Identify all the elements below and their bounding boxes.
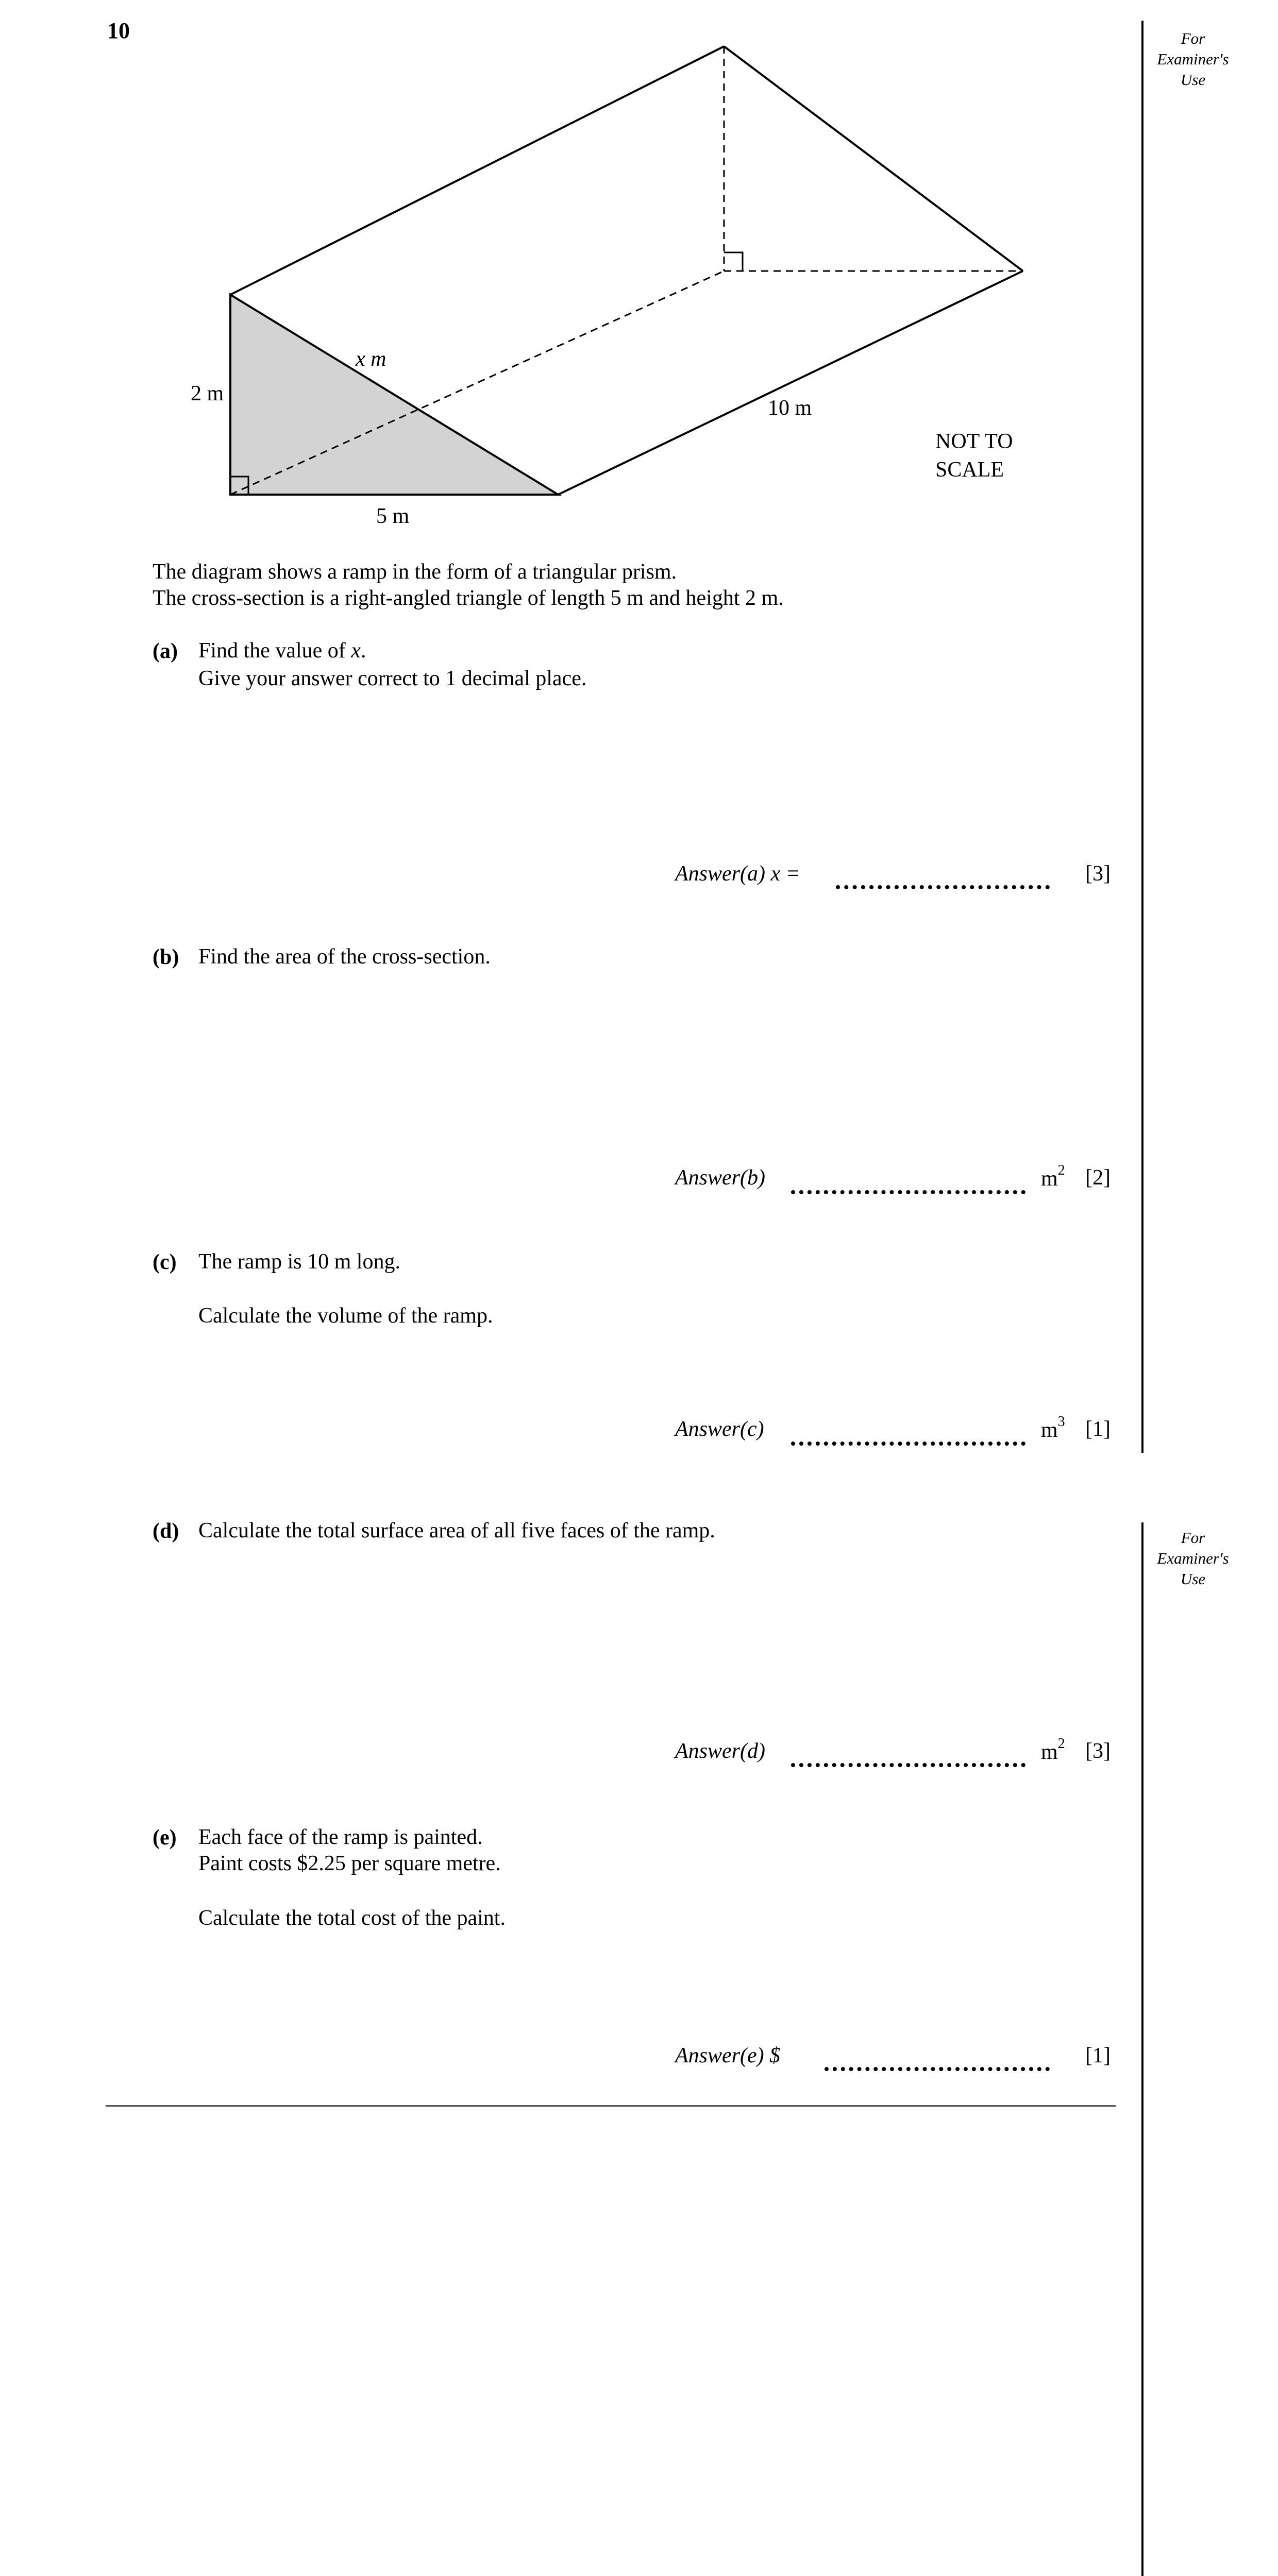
part-a-answer-field[interactable] [836,885,1050,889]
part-a-label: (a) [153,639,178,663]
part-b-unit: $m^2$ [1041,1162,1065,1191]
part-b-line-1: Find the area of the cross-section. [198,945,491,969]
part-d-answer-label: Answer(d) [675,1739,765,1763]
part-c-unit: $m^3$ [1041,1414,1065,1442]
part-a-marks: [3] [1085,862,1111,886]
part-b-label: (b) [153,945,179,969]
part-e-answer-label: Answer(e) $ [675,2044,781,2067]
examiner-use-label-top: For Examiner's Use [1157,29,1229,89]
label-hypotenuse: x m [356,347,386,371]
part-c-marks: [1] [1085,1417,1111,1441]
part-b-answer-field[interactable] [791,1190,1025,1194]
part-d-unit: $m^2$ [1041,1736,1065,1764]
intro-line-2: The cross-section is a right-angled triangle of length 5 m and height 2 m. [153,586,784,610]
part-a-answer-label: Answer(a) x = [675,862,800,886]
right-angle-back [724,252,743,271]
part-c-line-2: Calculate the volume of the ramp. [198,1304,493,1328]
part-e-label: (e) [153,1826,177,1850]
label-not-to-scale-1: NOT TO [935,430,1013,453]
part-d-marks: [3] [1085,1739,1111,1763]
cross-section-triangle [230,295,558,495]
part-d-label: (d) [153,1519,179,1543]
examiner-use-label-bottom: For Examiner's Use [1157,1529,1229,1588]
part-a-line-2: Give your answer correct to 1 decimal place. [198,667,587,690]
part-e-answer-field[interactable] [825,2067,1050,2071]
part-e-marks: [1] [1085,2044,1111,2067]
label-length: 10 m [768,396,812,420]
label-not-to-scale-2: SCALE [935,458,1004,482]
label-height: 2 m [191,382,224,405]
part-e-line-1: Each face of the ramp is painted. [198,1825,483,1849]
edge-top-front [230,46,724,295]
part-c-line-1: The ramp is 10 m long. [198,1250,400,1274]
part-e-line-2: Paint costs $2.25 per square metre. [198,1852,501,1875]
question-number: 10 [107,18,130,43]
part-a-line-1: Find the value of x. [198,639,366,663]
edge-top-ridge [724,46,1023,271]
part-b-marks: [2] [1085,1166,1111,1190]
part-c-answer-field[interactable] [791,1442,1025,1446]
part-e-line-3: Calculate the total cost of the paint. [198,1906,506,1930]
part-d-line-1: Calculate the total surface area of all five faces of the ramp. [198,1519,715,1543]
examiner-margin-rule-bottom [1141,1522,1144,2576]
part-d-answer-field[interactable] [791,1763,1025,1767]
part-b-answer-label: Answer(b) [675,1166,765,1190]
part-c-answer-label: Answer(c) [675,1417,764,1441]
end-of-question-rule [106,2105,1116,2107]
prism-diagram [0,0,1278,546]
part-c-label: (c) [153,1250,177,1274]
label-base: 5 m [376,504,410,528]
intro-line-1: The diagram shows a ramp in the form of a triangular prism. [153,560,677,584]
